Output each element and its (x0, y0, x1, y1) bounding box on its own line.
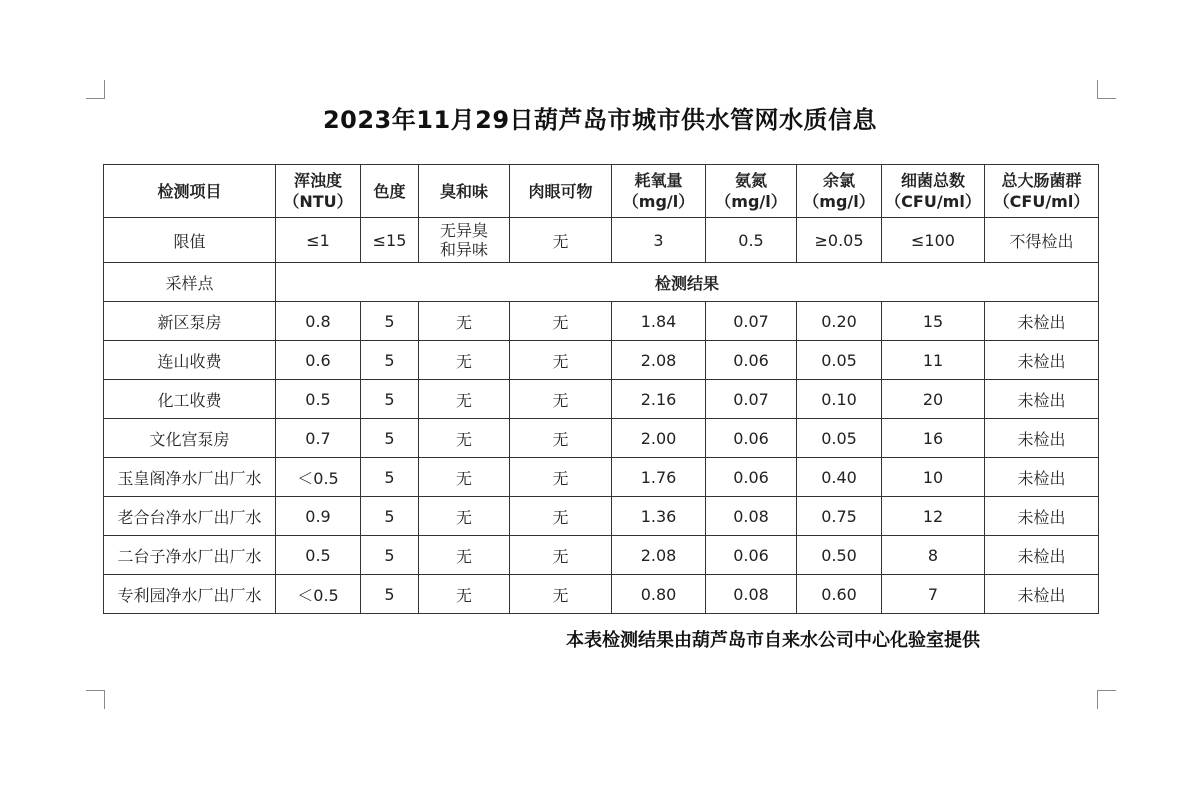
result-cell: 0.06 (706, 536, 797, 575)
result-cell: 5 (361, 341, 419, 380)
header-cell: 总大肠菌群 （CFU/ml） (985, 165, 1099, 218)
limit-value: ≤100 (882, 218, 985, 263)
header-cell: 肉眼可物 (510, 165, 612, 218)
sample-point-name: 化工收费 (104, 380, 276, 419)
result-cell: 7 (882, 575, 985, 614)
result-cell: 5 (361, 380, 419, 419)
sample-point-name: 玉皇阁净水厂出厂水 (104, 458, 276, 497)
section-row (104, 263, 1099, 302)
crop-mark-bottom-right (1097, 690, 1116, 709)
result-section-label: 检测结果 (276, 263, 1099, 302)
sample-point-name: 新区泵房 (104, 302, 276, 341)
table-row (104, 497, 1099, 536)
result-cell: 1.84 (612, 302, 706, 341)
header-cell: 余氯 （mg/l） (797, 165, 882, 218)
page-title: 2023年11月29日葫芦岛市城市供水管网水质信息 (322, 106, 878, 134)
result-cell: 10 (882, 458, 985, 497)
result-cell: 2.16 (612, 380, 706, 419)
result-cell: 16 (882, 419, 985, 458)
limit-value: ≤1 (276, 218, 361, 263)
result-cell: 无 (419, 419, 510, 458)
result-cell: 无 (419, 380, 510, 419)
limit-value: 无 (510, 218, 612, 263)
result-cell: 2.00 (612, 419, 706, 458)
result-cell: 无 (510, 536, 612, 575)
result-cell: 0.7 (276, 419, 361, 458)
result-cell: 0.5 (276, 380, 361, 419)
result-cell: 15 (882, 302, 985, 341)
result-cell: 未检出 (985, 575, 1099, 614)
result-cell: 0.07 (706, 302, 797, 341)
result-cell: 0.75 (797, 497, 882, 536)
limit-value: ≥0.05 (797, 218, 882, 263)
result-cell: 2.08 (612, 341, 706, 380)
result-cell: 0.50 (797, 536, 882, 575)
result-cell: ＜0.5 (276, 458, 361, 497)
result-cell: 0.06 (706, 341, 797, 380)
result-cell: 0.05 (797, 341, 882, 380)
result-cell: 未检出 (985, 419, 1099, 458)
result-cell: 0.06 (706, 458, 797, 497)
result-cell: 0.9 (276, 497, 361, 536)
header-cell: 氨氮 （mg/l） (706, 165, 797, 218)
sample-point-name: 连山收费 (104, 341, 276, 380)
table-row (104, 575, 1099, 614)
header-cell: 耗氧量 （mg/l） (612, 165, 706, 218)
crop-mark-top-right (1097, 80, 1116, 99)
result-cell: 11 (882, 341, 985, 380)
result-cell: 未检出 (985, 497, 1099, 536)
crop-mark-bottom-left (86, 690, 105, 709)
result-cell: 无 (419, 497, 510, 536)
header-cell: 检测项目 (104, 165, 276, 218)
result-cell: 无 (510, 497, 612, 536)
footer-note: 本表检测结果由葫芦岛市自来水公司中心化验室提供 (566, 630, 980, 651)
sample-point-name: 专利园净水厂出厂水 (104, 575, 276, 614)
result-cell: 5 (361, 302, 419, 341)
result-cell: 0.07 (706, 380, 797, 419)
limit-value: 不得检出 (985, 218, 1099, 263)
result-cell: 未检出 (985, 341, 1099, 380)
header-cell: 色度 (361, 165, 419, 218)
result-cell: 0.05 (797, 419, 882, 458)
result-cell: 0.06 (706, 419, 797, 458)
sample-point-label: 采样点 (104, 263, 276, 302)
result-cell: 0.20 (797, 302, 882, 341)
result-cell: 0.8 (276, 302, 361, 341)
header-cell: 臭和味 (419, 165, 510, 218)
table-row (104, 458, 1099, 497)
result-cell: 0.40 (797, 458, 882, 497)
result-cell: 未检出 (985, 380, 1099, 419)
result-cell: 无 (510, 380, 612, 419)
result-cell: 无 (510, 419, 612, 458)
table-row (104, 341, 1099, 380)
result-cell: 无 (419, 302, 510, 341)
result-cell: 5 (361, 497, 419, 536)
result-cell: 0.08 (706, 575, 797, 614)
result-cell: 5 (361, 458, 419, 497)
sample-point-name: 文化宫泵房 (104, 419, 276, 458)
result-cell: 5 (361, 419, 419, 458)
limit-value: ≤15 (361, 218, 419, 263)
result-cell: 8 (882, 536, 985, 575)
limit-row (104, 218, 1099, 263)
result-cell: 20 (882, 380, 985, 419)
result-cell: 5 (361, 536, 419, 575)
result-cell: 无 (419, 458, 510, 497)
result-cell: 无 (510, 575, 612, 614)
result-cell: 无 (510, 302, 612, 341)
result-cell: 无 (419, 341, 510, 380)
result-cell: 0.08 (706, 497, 797, 536)
result-cell: 0.10 (797, 380, 882, 419)
header-row (104, 165, 1099, 218)
result-cell: 未检出 (985, 458, 1099, 497)
result-cell: 1.36 (612, 497, 706, 536)
result-cell: 0.6 (276, 341, 361, 380)
result-cell: 12 (882, 497, 985, 536)
header-cell: 浑浊度 （NTU） (276, 165, 361, 218)
limit-label: 限值 (104, 218, 276, 263)
result-cell: 5 (361, 575, 419, 614)
result-cell: 无 (510, 458, 612, 497)
result-cell: ＜0.5 (276, 575, 361, 614)
result-cell: 未检出 (985, 536, 1099, 575)
water-quality-table (103, 164, 1099, 614)
header-cell: 细菌总数 （CFU/ml） (882, 165, 985, 218)
limit-value: 3 (612, 218, 706, 263)
result-cell: 无 (419, 575, 510, 614)
table-row (104, 536, 1099, 575)
table-row (104, 380, 1099, 419)
limit-value: 0.5 (706, 218, 797, 263)
result-cell: 1.76 (612, 458, 706, 497)
result-cell: 无 (419, 536, 510, 575)
sample-point-name: 二台子净水厂出厂水 (104, 536, 276, 575)
result-cell: 2.08 (612, 536, 706, 575)
sample-point-name: 老合台净水厂出厂水 (104, 497, 276, 536)
result-cell: 无 (510, 341, 612, 380)
limit-value: 无异臭 和异味 (419, 218, 510, 263)
result-cell: 0.5 (276, 536, 361, 575)
result-cell: 0.60 (797, 575, 882, 614)
table-row (104, 419, 1099, 458)
result-cell: 未检出 (985, 302, 1099, 341)
crop-mark-top-left (86, 80, 105, 99)
table-row (104, 302, 1099, 341)
result-cell: 0.80 (612, 575, 706, 614)
